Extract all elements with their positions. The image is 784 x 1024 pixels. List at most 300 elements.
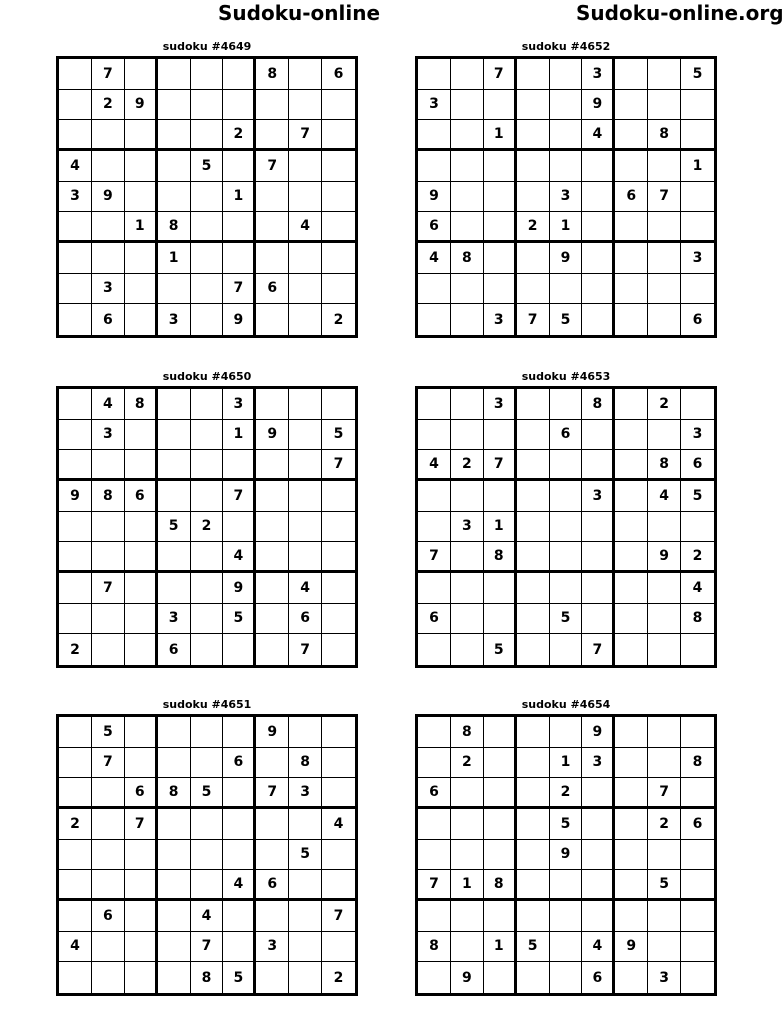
- sudoku-cell: [289, 243, 322, 274]
- sudoku-cell: 7: [418, 870, 451, 901]
- sudoku-cell: 6: [615, 182, 648, 213]
- sudoku-cell: [289, 717, 322, 748]
- sudoku-cell: [191, 748, 224, 779]
- sudoku-cell: 1: [550, 748, 583, 779]
- sudoku-cell: [517, 450, 550, 481]
- sudoku-cell: [615, 573, 648, 604]
- sudoku-cell: [256, 450, 289, 481]
- sudoku-cell: [648, 901, 681, 932]
- sudoku-cell: [191, 481, 224, 512]
- puzzle-title: sudoku #4654: [521, 698, 611, 711]
- sudoku-cell: [451, 901, 484, 932]
- sudoku-cell: [59, 212, 92, 243]
- sudoku-cell: 8: [484, 542, 517, 573]
- sudoku-cell: [322, 542, 355, 573]
- sudoku-cell: [582, 243, 615, 274]
- sudoku-cell: [550, 59, 583, 90]
- sudoku-cell: [322, 512, 355, 543]
- sudoku-cell: 3: [92, 420, 125, 451]
- sudoku-cell: 6: [256, 870, 289, 901]
- sudoku-cell: [451, 481, 484, 512]
- sudoku-cell: [59, 90, 92, 121]
- sudoku-cell: [451, 604, 484, 635]
- sudoku-cell: [322, 120, 355, 151]
- sudoku-cell: 3: [451, 512, 484, 543]
- sudoku-cell: [648, 243, 681, 274]
- sudoku-cell: [256, 512, 289, 543]
- sudoku-cell: 8: [158, 212, 191, 243]
- sudoku-puzzle: [415, 40, 717, 338]
- sudoku-cell: [59, 748, 92, 779]
- sudoku-cell: [451, 420, 484, 451]
- sudoku-cell: [92, 120, 125, 151]
- sudoku-cell: [582, 512, 615, 543]
- sudoku-cell: 2: [550, 778, 583, 809]
- sudoku-cell: 7: [322, 450, 355, 481]
- sudoku-cell: [191, 840, 224, 871]
- sudoku-cell: 2: [92, 90, 125, 121]
- sudoku-cell: [582, 304, 615, 335]
- sudoku-cell: [550, 481, 583, 512]
- sudoku-cell: [289, 542, 322, 573]
- sudoku-cell: [191, 59, 224, 90]
- sudoku-cell: [517, 748, 550, 779]
- sudoku-cell: [125, 182, 158, 213]
- sudoku-cell: [256, 120, 289, 151]
- sudoku-cell: [289, 274, 322, 305]
- puzzle-title: sudoku #4653: [521, 370, 611, 383]
- sudoku-cell: [681, 901, 714, 932]
- sudoku-cell: 4: [223, 870, 256, 901]
- sudoku-cell: 7: [517, 304, 550, 335]
- sudoku-cell: 6: [125, 778, 158, 809]
- sudoku-cell: [322, 90, 355, 121]
- sudoku-cell: [223, 717, 256, 748]
- sudoku-cell: [125, 840, 158, 871]
- sudoku-cell: [256, 809, 289, 840]
- sudoku-grid: [56, 56, 358, 338]
- sudoku-grid: [56, 714, 358, 996]
- sudoku-cell: 2: [681, 542, 714, 573]
- sudoku-cell: [59, 243, 92, 274]
- sudoku-cell: [550, 932, 583, 963]
- sudoku-cell: 5: [550, 809, 583, 840]
- sudoku-cell: [191, 870, 224, 901]
- sudoku-cell: 4: [59, 932, 92, 963]
- sudoku-cell: [289, 512, 322, 543]
- sudoku-cell: [289, 151, 322, 182]
- sudoku-cell: 4: [582, 932, 615, 963]
- sudoku-cell: [223, 450, 256, 481]
- sudoku-cell: [615, 212, 648, 243]
- sudoku-cell: [648, 304, 681, 335]
- sudoku-cell: 8: [256, 59, 289, 90]
- sudoku-cell: 9: [59, 481, 92, 512]
- sudoku-cell: 9: [92, 182, 125, 213]
- sudoku-cell: [648, 59, 681, 90]
- sudoku-cell: 8: [451, 243, 484, 274]
- sudoku-cell: [223, 512, 256, 543]
- sudoku-cell: [59, 901, 92, 932]
- sudoku-cell: 4: [289, 212, 322, 243]
- sudoku-cell: 5: [681, 59, 714, 90]
- sudoku-cell: [615, 962, 648, 993]
- sudoku-cell: 7: [289, 634, 322, 665]
- sudoku-cell: [256, 212, 289, 243]
- sudoku-cell: [158, 717, 191, 748]
- sudoku-cell: 6: [92, 304, 125, 335]
- sudoku-cell: [648, 748, 681, 779]
- sudoku-cell: [648, 90, 681, 121]
- sudoku-cell: [191, 573, 224, 604]
- sudoku-cell: 3: [484, 304, 517, 335]
- sudoku-cell: [125, 573, 158, 604]
- sudoku-cell: 6: [681, 450, 714, 481]
- sudoku-cell: [681, 182, 714, 213]
- sudoku-cell: [256, 604, 289, 635]
- sudoku-cell: [256, 182, 289, 213]
- sudoku-cell: 6: [418, 212, 451, 243]
- sudoku-cell: [484, 151, 517, 182]
- sudoku-cell: 3: [648, 962, 681, 993]
- sudoku-cell: [451, 212, 484, 243]
- sudoku-cell: [484, 748, 517, 779]
- sudoku-cell: [550, 120, 583, 151]
- sudoku-cell: [125, 120, 158, 151]
- sudoku-cell: [615, 90, 648, 121]
- sudoku-cell: [256, 90, 289, 121]
- sudoku-cell: 6: [681, 809, 714, 840]
- sudoku-cell: [648, 634, 681, 665]
- sudoku-cell: [451, 304, 484, 335]
- sudoku-cell: 9: [648, 542, 681, 573]
- site-header-right: Sudoku-online.org: [576, 1, 784, 25]
- sudoku-cell: [158, 542, 191, 573]
- sudoku-cell: [517, 90, 550, 121]
- sudoku-cell: [517, 778, 550, 809]
- sudoku-puzzle: [56, 698, 358, 996]
- sudoku-cell: [158, 809, 191, 840]
- sudoku-cell: [550, 634, 583, 665]
- sudoku-cell: [289, 304, 322, 335]
- sudoku-cell: [418, 59, 451, 90]
- sudoku-cell: 3: [550, 182, 583, 213]
- sudoku-cell: [125, 59, 158, 90]
- sudoku-cell: [256, 962, 289, 993]
- sudoku-cell: [418, 304, 451, 335]
- sudoku-cell: 7: [92, 748, 125, 779]
- sudoku-cell: 5: [322, 420, 355, 451]
- sudoku-cell: [289, 901, 322, 932]
- sudoku-cell: [158, 182, 191, 213]
- sudoku-cell: 1: [223, 182, 256, 213]
- sudoku-cell: [223, 901, 256, 932]
- sudoku-cell: [92, 542, 125, 573]
- sudoku-cell: [550, 542, 583, 573]
- sudoku-cell: [92, 634, 125, 665]
- sudoku-cell: [223, 778, 256, 809]
- sudoku-cell: [550, 512, 583, 543]
- sudoku-cell: [615, 450, 648, 481]
- sudoku-cell: [615, 809, 648, 840]
- sudoku-cell: 4: [681, 573, 714, 604]
- sudoku-cell: [289, 481, 322, 512]
- sudoku-cell: [322, 778, 355, 809]
- sudoku-cell: [615, 542, 648, 573]
- sudoku-cell: [615, 778, 648, 809]
- sudoku-cell: [158, 870, 191, 901]
- sudoku-cell: [484, 212, 517, 243]
- sudoku-cell: 3: [582, 748, 615, 779]
- sudoku-cell: [223, 151, 256, 182]
- sudoku-cell: [223, 59, 256, 90]
- sudoku-cell: [517, 512, 550, 543]
- sudoku-cell: [418, 962, 451, 993]
- sudoku-cell: [418, 389, 451, 420]
- sudoku-puzzle: [56, 370, 358, 668]
- sudoku-cell: [289, 59, 322, 90]
- sudoku-cell: [418, 481, 451, 512]
- sudoku-cell: [615, 304, 648, 335]
- sudoku-cell: [125, 634, 158, 665]
- sudoku-cell: [418, 809, 451, 840]
- sudoku-cell: [322, 840, 355, 871]
- sudoku-cell: [517, 604, 550, 635]
- sudoku-cell: 7: [418, 542, 451, 573]
- sudoku-cell: [191, 182, 224, 213]
- sudoku-cell: [59, 304, 92, 335]
- sudoku-cell: [256, 573, 289, 604]
- sudoku-grid: [415, 56, 717, 338]
- sudoku-cell: 2: [451, 450, 484, 481]
- sudoku-cell: [517, 840, 550, 871]
- sudoku-cell: [550, 450, 583, 481]
- sudoku-cell: [517, 274, 550, 305]
- sudoku-cell: 4: [418, 243, 451, 274]
- sudoku-cell: [681, 274, 714, 305]
- sudoku-cell: [484, 962, 517, 993]
- sudoku-cell: 2: [648, 389, 681, 420]
- sudoku-cell: 5: [648, 870, 681, 901]
- sudoku-puzzle: [415, 370, 717, 668]
- sudoku-cell: [681, 932, 714, 963]
- sudoku-cell: [59, 870, 92, 901]
- sudoku-cell: [451, 542, 484, 573]
- sudoku-cell: 8: [648, 450, 681, 481]
- sudoku-cell: [681, 90, 714, 121]
- sudoku-cell: [191, 90, 224, 121]
- sudoku-cell: [256, 243, 289, 274]
- sudoku-cell: 9: [451, 962, 484, 993]
- sudoku-cell: [191, 604, 224, 635]
- sudoku-cell: [648, 604, 681, 635]
- sudoku-cell: 8: [451, 717, 484, 748]
- sudoku-cell: [550, 870, 583, 901]
- sudoku-cell: [648, 512, 681, 543]
- sudoku-cell: 6: [125, 481, 158, 512]
- sudoku-cell: 9: [125, 90, 158, 121]
- sudoku-cell: [158, 481, 191, 512]
- sudoku-cell: [615, 120, 648, 151]
- sudoku-cell: [59, 59, 92, 90]
- sudoku-cell: [322, 604, 355, 635]
- sudoku-cell: 2: [59, 634, 92, 665]
- sudoku-cell: [158, 840, 191, 871]
- sudoku-cell: [289, 182, 322, 213]
- sudoku-cell: 7: [648, 182, 681, 213]
- sudoku-cell: 2: [517, 212, 550, 243]
- sudoku-cell: 7: [256, 151, 289, 182]
- sudoku-cell: [517, 870, 550, 901]
- sudoku-cell: 1: [223, 420, 256, 451]
- sudoku-cell: [484, 420, 517, 451]
- sudoku-cell: 7: [191, 932, 224, 963]
- sudoku-cell: [59, 962, 92, 993]
- sudoku-cell: [59, 778, 92, 809]
- sudoku-cell: [289, 932, 322, 963]
- sudoku-cell: [648, 212, 681, 243]
- sudoku-cell: [582, 151, 615, 182]
- sudoku-cell: [158, 962, 191, 993]
- sudoku-cell: 6: [223, 748, 256, 779]
- sudoku-cell: [322, 634, 355, 665]
- sudoku-cell: 8: [158, 778, 191, 809]
- sudoku-cell: 5: [484, 634, 517, 665]
- puzzle-title: sudoku #4650: [162, 370, 252, 383]
- sudoku-cell: 1: [484, 932, 517, 963]
- sudoku-cell: 5: [158, 512, 191, 543]
- sudoku-cell: 8: [92, 481, 125, 512]
- sudoku-cell: 5: [550, 604, 583, 635]
- sudoku-cell: [681, 870, 714, 901]
- sudoku-cell: [582, 840, 615, 871]
- sudoku-cell: 5: [191, 778, 224, 809]
- sudoku-cell: [582, 901, 615, 932]
- sudoku-cell: 3: [582, 481, 615, 512]
- sudoku-cell: 9: [256, 717, 289, 748]
- sudoku-cell: [125, 604, 158, 635]
- sudoku-cell: [125, 932, 158, 963]
- sudoku-cell: [223, 932, 256, 963]
- sudoku-cell: [582, 182, 615, 213]
- sudoku-cell: [191, 717, 224, 748]
- sudoku-cell: [517, 420, 550, 451]
- sudoku-cell: [322, 212, 355, 243]
- sudoku-cell: [648, 420, 681, 451]
- sudoku-cell: 4: [191, 901, 224, 932]
- sudoku-cell: 7: [648, 778, 681, 809]
- sudoku-cell: [92, 778, 125, 809]
- sudoku-cell: [418, 420, 451, 451]
- sudoku-cell: [59, 274, 92, 305]
- sudoku-cell: [582, 809, 615, 840]
- sudoku-cell: [648, 573, 681, 604]
- sudoku-cell: [92, 243, 125, 274]
- sudoku-cell: [191, 274, 224, 305]
- sudoku-cell: [125, 717, 158, 748]
- sudoku-grid: [415, 714, 717, 996]
- sudoku-cell: 8: [289, 748, 322, 779]
- sudoku-cell: [615, 481, 648, 512]
- sudoku-cell: [451, 573, 484, 604]
- sudoku-cell: 1: [681, 151, 714, 182]
- sudoku-cell: 7: [256, 778, 289, 809]
- sudoku-cell: 3: [289, 778, 322, 809]
- sudoku-cell: [322, 932, 355, 963]
- sudoku-cell: 7: [223, 481, 256, 512]
- sudoku-cell: 8: [681, 604, 714, 635]
- sudoku-cell: [125, 748, 158, 779]
- sudoku-cell: [451, 182, 484, 213]
- sudoku-cell: [681, 512, 714, 543]
- sudoku-cell: [418, 840, 451, 871]
- sudoku-cell: [59, 717, 92, 748]
- sudoku-cell: [158, 90, 191, 121]
- sudoku-cell: [648, 274, 681, 305]
- sudoku-cell: [517, 151, 550, 182]
- sudoku-cell: [615, 748, 648, 779]
- sudoku-cell: [484, 604, 517, 635]
- sudoku-cell: [191, 634, 224, 665]
- sudoku-cell: [92, 962, 125, 993]
- sudoku-cell: [223, 634, 256, 665]
- sudoku-cell: [615, 151, 648, 182]
- sudoku-cell: 9: [550, 243, 583, 274]
- sudoku-cell: 5: [550, 304, 583, 335]
- sudoku-cell: [59, 120, 92, 151]
- sudoku-cell: [681, 778, 714, 809]
- sudoku-cell: 2: [648, 809, 681, 840]
- sudoku-cell: [484, 90, 517, 121]
- sudoku-cell: [125, 274, 158, 305]
- sudoku-cell: 8: [125, 389, 158, 420]
- sudoku-cell: 2: [59, 809, 92, 840]
- sudoku-cell: [550, 274, 583, 305]
- sudoku-cell: [582, 450, 615, 481]
- sudoku-cell: [191, 450, 224, 481]
- sudoku-cell: [681, 212, 714, 243]
- sudoku-cell: [322, 274, 355, 305]
- sudoku-cell: [582, 870, 615, 901]
- sudoku-cell: [158, 274, 191, 305]
- sudoku-cell: [517, 243, 550, 274]
- sudoku-cell: [517, 481, 550, 512]
- sudoku-cell: [451, 151, 484, 182]
- sudoku-puzzle: [56, 40, 358, 338]
- sudoku-cell: [451, 120, 484, 151]
- sudoku-cell: 9: [223, 573, 256, 604]
- sudoku-cell: [256, 634, 289, 665]
- sudoku-cell: [59, 450, 92, 481]
- sudoku-cell: [322, 481, 355, 512]
- sudoku-cell: [451, 932, 484, 963]
- sudoku-cell: [550, 717, 583, 748]
- sudoku-cell: 5: [289, 840, 322, 871]
- sudoku-cell: 7: [322, 901, 355, 932]
- sudoku-cell: [92, 604, 125, 635]
- sudoku-cell: [223, 90, 256, 121]
- sudoku-cell: 3: [681, 420, 714, 451]
- sudoku-cell: 6: [550, 420, 583, 451]
- sudoku-cell: [681, 389, 714, 420]
- sudoku-cell: [125, 962, 158, 993]
- sudoku-cell: 3: [256, 932, 289, 963]
- sudoku-cell: [125, 512, 158, 543]
- sudoku-cell: [59, 512, 92, 543]
- sudoku-cell: [256, 389, 289, 420]
- sudoku-cell: [517, 717, 550, 748]
- sudoku-cell: [223, 212, 256, 243]
